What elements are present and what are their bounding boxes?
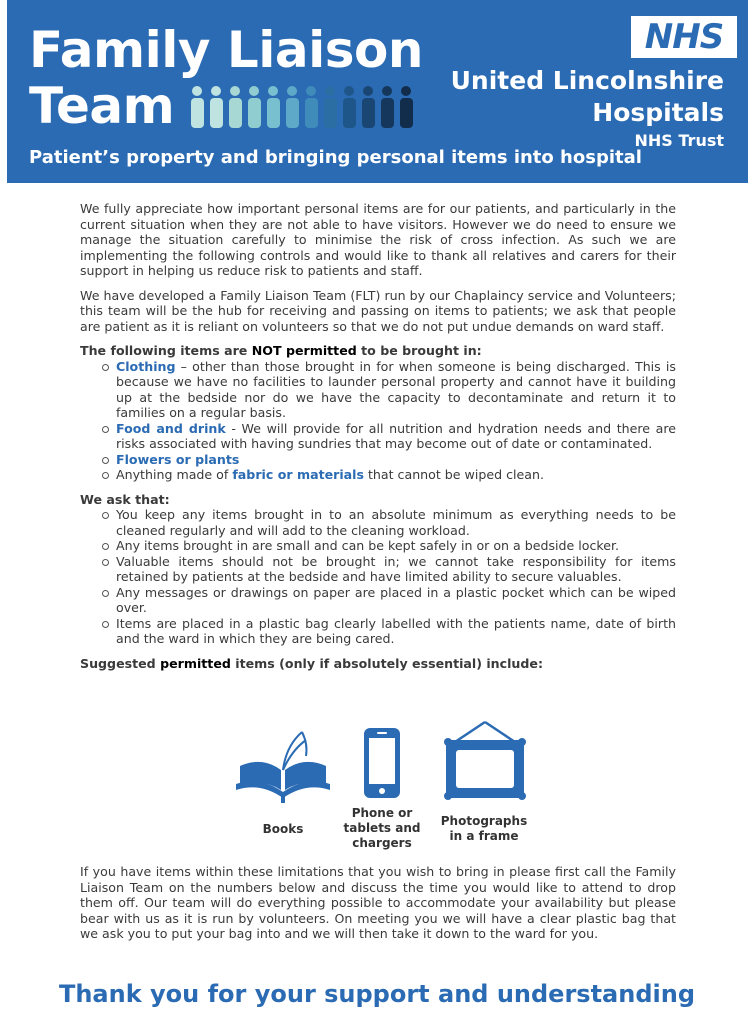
list-item: Any items brought in are small and can be kept safely in or on a bedside locker.	[80, 538, 676, 554]
intro-paragraph-1: We fully appreciate how important personal items are for our patients, and particularly in the current situation when they are not able to have visitors. However we do need to ensure we manage the situation carefully to minimise the risk of cross infection. As such we are implementing the following controls and would like to thank all relatives and carers for their support in helping us reduce risk to patients and staff.	[80, 201, 676, 278]
phone-icon	[362, 726, 402, 800]
list-item: Items are placed in a plastic bag clearly labelled with the patients name, date of birth and the ward in which they are being cared.	[80, 616, 676, 647]
permitted-items-icons	[230, 718, 550, 858]
thank-you-banner: Thank you for your support and understanding	[58, 980, 696, 1008]
person-figure	[324, 86, 337, 128]
list-item: Food and drink - We will provide for all nutrition and hydration needs and there are risks associated with having sundries that may become out of date or contaminated.	[80, 421, 676, 452]
trust-name-line2: Hospitals	[592, 98, 724, 127]
intro-paragraph-2: We have developed a Family Liaison Team (FLT) run by our Chaplaincy service and Volunteers; this team will be the hub for receiving and passing on items to patients; we ask that people are patient as it is reliant on volunteers so that we do not put undue demands on ward staff.	[80, 287, 676, 334]
permitted-heading: Suggested permitted items (only if absolutely essential) include:	[80, 655, 543, 671]
photo-frame-icon	[442, 718, 528, 802]
person-figure	[229, 86, 242, 128]
list-item: Any messages or drawings on paper are placed in a plastic pocket which can be wiped over.	[80, 585, 676, 616]
list-item: Valuable items should not be brought in; we cannot take responsibility for items retained by patients at the bedside and have limited ability to secure valuables.	[80, 554, 676, 585]
person-figure	[210, 86, 223, 128]
page-subtitle: Patient’s property and bringing personal items into hospital	[29, 147, 642, 168]
books-label: Books	[262, 822, 304, 836]
person-figure	[381, 86, 394, 128]
list-item: Anything made of fabric or materials that cannot be wiped clean.	[80, 467, 676, 483]
closing-paragraph: If you have items within these limitations that you wish to bring in please first call the Family Liaison Team on the numbers below and discuss the time you would like to attend to drop them off. Our team will do everything possible to accommodate your availability but please bear with us as it is run by volunteers. On meeting you we will have a clear plastic bag that we ask you to put your bag into and we will then take it down to the ward for you.	[80, 864, 676, 941]
list-item: Clothing – other than those brought in for when someone is being discharged. This is because we have no facilities to launder personal property and cannot have it building up at the bedside nor do we have the capacity to decontaminate and return it to families on a regular basis.	[80, 359, 676, 421]
person-figure	[305, 86, 318, 128]
nhs-logo	[631, 16, 737, 58]
person-figure	[362, 86, 375, 128]
list-item: You keep any items brought in to an absolute minimum as everything needs to be cleaned regularly and will add to the cleaning workload.	[80, 507, 676, 538]
person-figure	[248, 86, 261, 128]
ask-list	[80, 507, 676, 647]
person-figure	[191, 86, 204, 128]
ask-heading: We ask that:	[80, 491, 170, 507]
people-figures-icon	[185, 85, 415, 129]
person-figure	[286, 86, 299, 128]
person-figure	[400, 86, 413, 128]
team-title-line1: Family Liaison	[29, 21, 423, 79]
trust-name-line3: NHS Trust	[634, 131, 724, 150]
nhs-logo-text: NHS	[644, 17, 724, 57]
photo-label: Photographs in a frame	[440, 814, 528, 843]
team-title-line2: Team	[29, 77, 175, 135]
person-figure	[343, 86, 356, 128]
main-content	[80, 201, 676, 671]
not-permitted-list	[80, 359, 676, 483]
person-figure	[267, 86, 280, 128]
phone-label: Phone or tablets and chargers	[343, 806, 421, 850]
trust-name-line1: United Lincolnshire	[450, 66, 724, 95]
book-icon	[234, 726, 332, 806]
header-banner	[7, 0, 748, 183]
list-item: Flowers or plants	[80, 452, 676, 468]
not-permitted-heading: The following items are NOT permitted to be brought in:	[80, 343, 482, 358]
